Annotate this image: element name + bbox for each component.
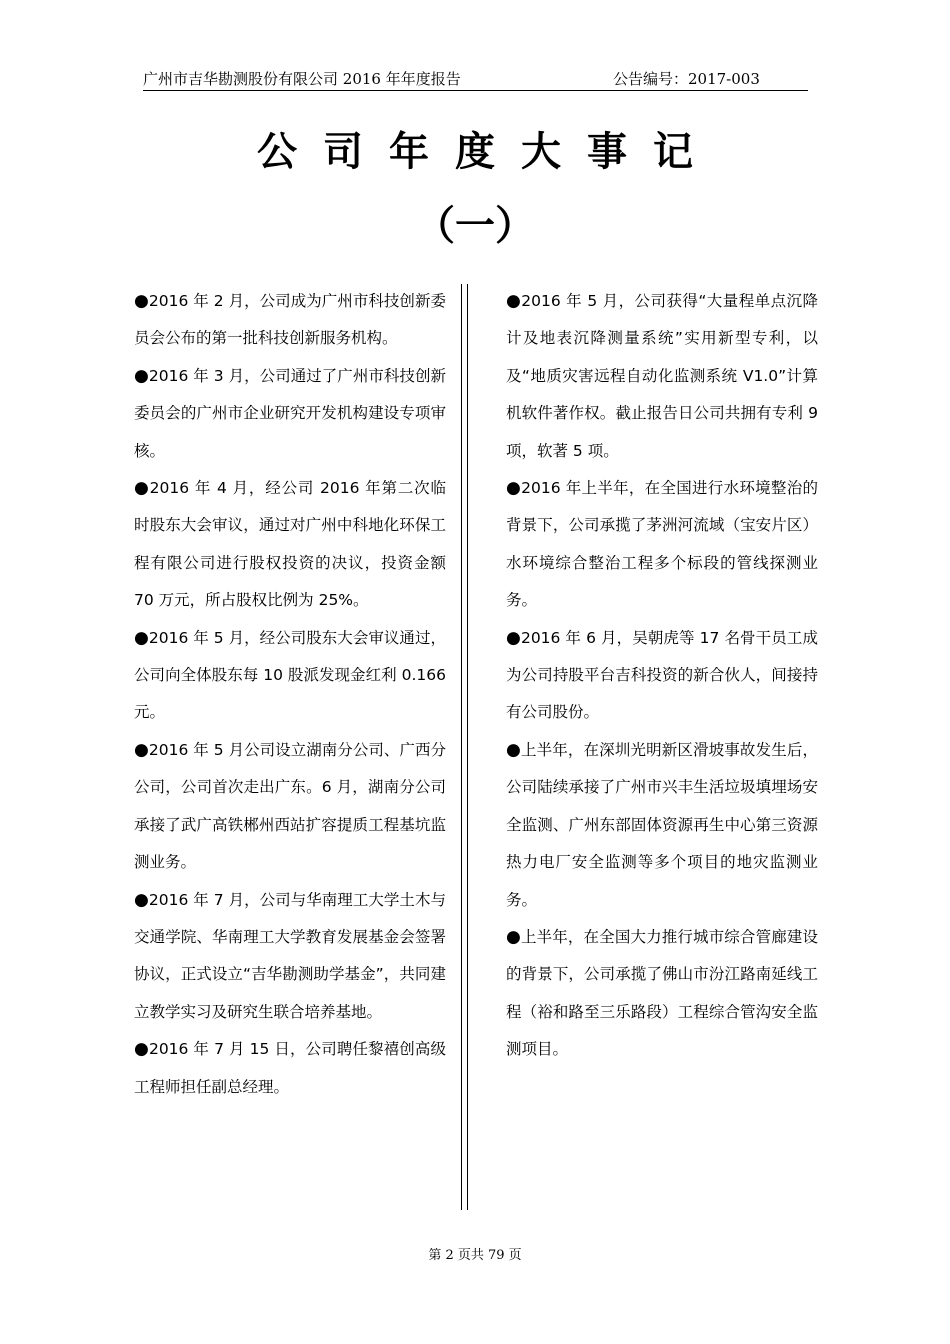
- event-item: [134, 882, 446, 1032]
- bullet-icon: ●: [506, 739, 521, 760]
- bullet-icon: ●: [134, 365, 149, 386]
- event-text: 2016 年 2 月，公司成为广州市科技创新委员会公布的第一批科技创新服务机构。: [134, 292, 446, 348]
- bullet-icon: ●: [506, 478, 522, 499]
- page-title: 公司年度大事记: [257, 128, 719, 175]
- event-text: 上半年，在全国大力推行城市综合管廊建设的背景下，公司承揽了佛山市汾江路南延线工程（裕和路至三乐路段）工程综合管沟安全监测项目。: [506, 927, 818, 1059]
- bullet-icon: ●: [506, 926, 521, 947]
- section-number: （一）: [415, 202, 535, 249]
- event-item: [506, 283, 818, 470]
- event-item: [134, 620, 446, 732]
- bullet-icon: ●: [506, 291, 522, 311]
- event-text: 2016 年 5 月，经公司股东大会审议通过，公司向全体股东每 10 股派发现金红利 0.166 元。: [134, 628, 446, 722]
- bullet-icon: ●: [134, 478, 150, 499]
- page-header: [143, 68, 808, 91]
- event-item: [506, 470, 818, 620]
- event-item: [134, 1031, 446, 1106]
- event-text: 2016 年 7 月，公司与华南理工大学土木与交通学院、华南理工大学教育发展基金会签署协议，正式设立“吉华勘测助学基金”，共同建立教学实习及研究生联合培养基地。: [134, 890, 446, 1021]
- event-item: [134, 358, 446, 470]
- event-text: 2016 年 7 月 15 日，公司聘任黎禧创高级工程师担任副总经理。: [134, 1040, 446, 1096]
- right-column: [506, 283, 818, 1069]
- bullet-icon: ●: [506, 627, 521, 648]
- event-item: [134, 732, 446, 882]
- left-column: [134, 283, 446, 1106]
- event-item: [134, 470, 446, 620]
- event-item: [506, 732, 818, 919]
- event-text: 2016 年 5 月公司设立湖南分公司、广西分公司，公司首次走出广东。6 月，湖南分公司承接了武广高铁郴州西站扩容提质工程基坑监测业务。: [134, 740, 446, 872]
- event-text: 2016 年 6 月，吴朝虎等 17 名骨干员工成为公司持股平台吉科投资的新合伙人，间接持有公司股份。: [506, 628, 818, 722]
- event-text: 上半年，在深圳光明新区滑坡事故发生后，公司陆续承接了广州市兴丰生活垃圾填埋场安全监测、广州东部固体资源再生中心第三资源热力电厂安全监测等多个项目的地灾监测业务。: [506, 740, 818, 909]
- event-text: 2016 年上半年，在全国进行水环境整治的背景下，公司承揽了茅洲河流域（宝安片区）水环境综合整治工程多个标段的管线探测业务。: [506, 479, 818, 610]
- bullet-icon: ●: [134, 739, 149, 760]
- event-text: 2016 年 5 月，公司获得“大量程单点沉降计及地表沉降测量系统”实用新型专利，以及“地质灾害远程自动化监测系统 V1.0”计算机软件著作权。截止报告日公司共拥有专利 9 项，软著 5 项。: [506, 292, 818, 460]
- bullet-icon: ●: [134, 627, 149, 648]
- event-item: [506, 620, 818, 732]
- header-announcement-number: 公告编号：2017-003: [613, 70, 760, 88]
- event-item: [134, 283, 446, 358]
- event-item: [506, 919, 818, 1069]
- column-divider: [461, 284, 468, 1210]
- header-report-title: 广州市吉华勘测股份有限公司 2016 年年度报告: [143, 70, 461, 88]
- event-text: 2016 年 3 月，公司通过了广州市科技创新委员会的广州市企业研究开发机构建设专项审核。: [134, 366, 446, 460]
- bullet-icon: ●: [134, 889, 149, 910]
- bullet-icon: ●: [134, 291, 149, 311]
- page-number: 第 2 页共 79 页: [428, 1248, 522, 1263]
- event-text: 2016 年 4 月，经公司 2016 年第二次临时股东大会审议，通过对广州中科地化环保工程有限公司进行股权投资的决议，投资金额 70 万元，所占股权比例为 25%。: [134, 479, 446, 610]
- bullet-icon: ●: [134, 1039, 149, 1060]
